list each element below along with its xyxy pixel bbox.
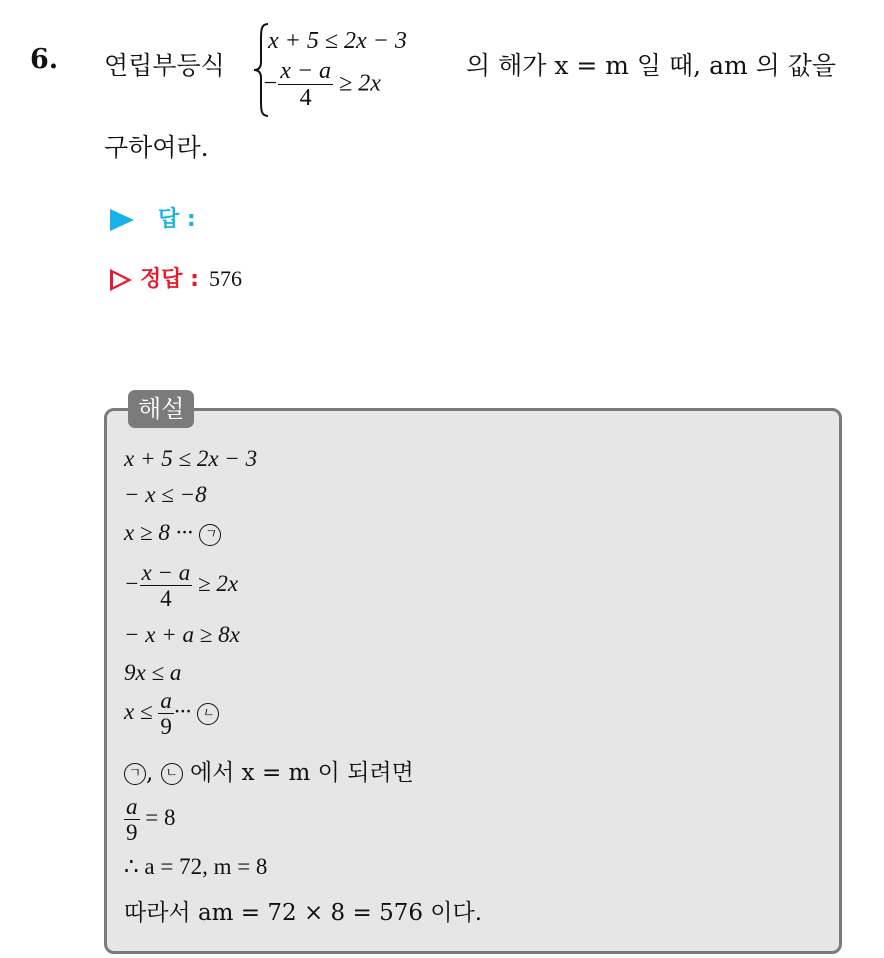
circled-nieun-marker: ㄴ <box>161 763 183 785</box>
solution-line-9: $\frac{a}{9}$ = 8 <box>126 794 176 846</box>
solution-line-7: x ≤ $\frac{a}{9}$ ··· ㄴ <box>124 688 219 740</box>
solution-line-6: 9x ≤ a <box>124 660 182 685</box>
circled-giyeok-marker: ㄱ <box>124 763 146 785</box>
circled-nieun-marker: ㄴ <box>197 703 219 725</box>
answer-row <box>110 202 196 233</box>
filled-triangle-icon <box>110 209 134 231</box>
correct-answer-row <box>110 262 242 293</box>
correct-answer-label: 정답 : <box>140 267 199 292</box>
answer-label: 답 : <box>158 207 196 232</box>
solution-line-1: x + 5 ≤ 2x − 3 <box>124 446 258 471</box>
solution-line-5: − x + a ≥ 8x <box>124 622 240 647</box>
outline-triangle-icon <box>110 269 132 291</box>
question-stem-suffix: 의 해가 x = m 일 때, am 의 값을 <box>466 51 837 80</box>
system-equation-1: x + 5 ≤ 2x − 3 <box>268 28 407 54</box>
circled-giyeok-marker: ㄱ <box>199 524 221 546</box>
solution-line-2: − x ≤ −8 <box>124 482 207 507</box>
solution-tag: 해설 <box>128 390 194 428</box>
question-number: 6. <box>30 44 59 75</box>
correct-answer-value: 576 <box>208 266 242 291</box>
solution-line-10: ∴ a = 72, m = 8 <box>124 854 268 879</box>
solution-line-11: 따라서 am = 72 × 8 = 576 이다. <box>124 900 483 926</box>
solution-line-8: ㄱ , ㄴ 에서 x = m 이 되려면 <box>124 754 414 787</box>
question-stem-prefix: 연립부등식 <box>104 51 225 80</box>
solution-line-3: x ≥ 8 ··· ㄱ <box>124 520 221 546</box>
system-equation-2: − $\frac{x - a}{4}$ ≥ 2x <box>262 58 381 112</box>
solution-line-4: − $\frac{x - a}{4}$ ≥ 2x <box>124 560 239 612</box>
question-stem-line2: 구하여라. <box>104 133 209 162</box>
